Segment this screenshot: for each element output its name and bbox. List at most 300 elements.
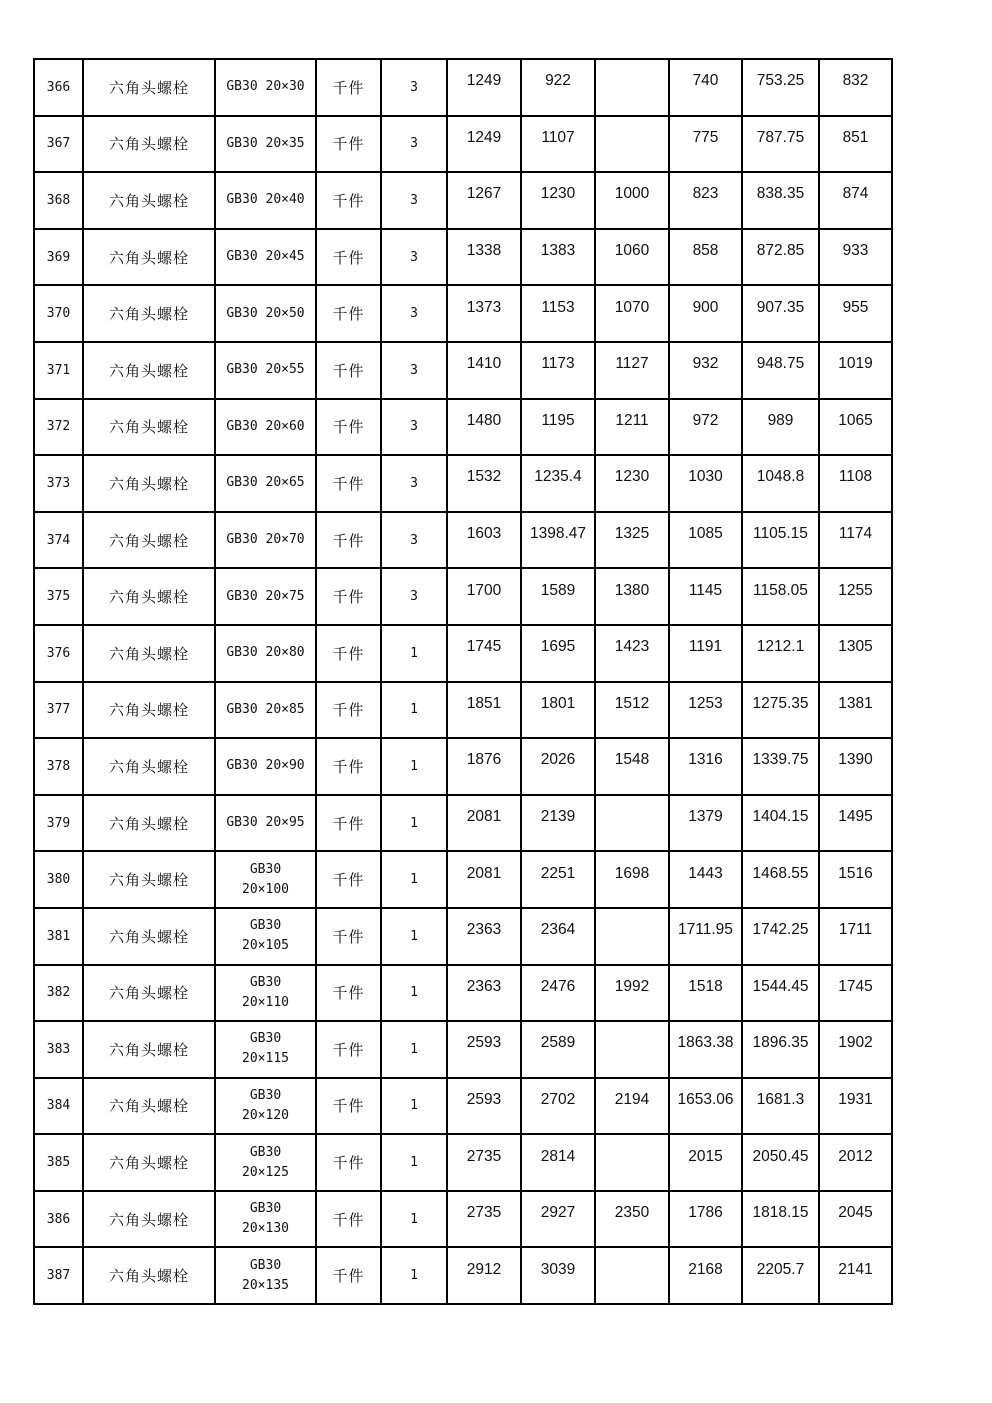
- spec-line: 20×120: [242, 1107, 289, 1123]
- value-6-text: 2045: [838, 1204, 873, 1222]
- value-3-text: 2194: [614, 1090, 650, 1108]
- value-4-cell: [669, 738, 742, 795]
- value-3-cell: [595, 455, 669, 512]
- value-6-cell: [819, 512, 892, 569]
- value-3-cell: [595, 342, 669, 399]
- value-4-text: 1443: [688, 864, 723, 882]
- value-2-cell: [521, 285, 595, 342]
- value-5-text: 1681.3: [756, 1090, 805, 1108]
- value-1-text: 2735: [466, 1147, 502, 1165]
- value-2-text: 3039: [540, 1260, 576, 1278]
- row-number-cell: 371: [34, 342, 83, 399]
- value-4-text: 1316: [688, 751, 723, 769]
- value-2-cell: [521, 1134, 595, 1191]
- item-spec-cell: [215, 738, 316, 795]
- value-1-cell: [447, 965, 521, 1022]
- value-4-text: 858: [692, 242, 719, 260]
- quantity-cell: 3: [381, 285, 447, 342]
- value-1-cell: [447, 399, 521, 456]
- table-row: [34, 172, 892, 229]
- value-1-text: 1480: [466, 411, 502, 429]
- value-2-cell: [521, 399, 595, 456]
- value-6-text: 1711: [838, 921, 873, 939]
- value-3-cell: [595, 738, 669, 795]
- value-6-text: 1174: [838, 525, 873, 543]
- value-2-text: 1589: [540, 581, 576, 599]
- value-1-cell: [447, 851, 521, 908]
- value-2-text: 1107: [541, 128, 575, 146]
- value-6-cell: [819, 229, 892, 286]
- quantity-cell: 1: [381, 795, 447, 852]
- item-name-cell: 六角头螺栓: [83, 1191, 215, 1248]
- value-2-text: 2364: [540, 921, 576, 939]
- value-1-cell: [447, 285, 521, 342]
- value-1-text: 2735: [466, 1204, 502, 1222]
- value-4-text: 1085: [688, 525, 723, 543]
- value-1-cell: [447, 1078, 521, 1135]
- value-3-cell: [595, 1134, 669, 1191]
- value-6-text: 1255: [838, 581, 873, 599]
- spec-line: GB30 20×95: [226, 815, 305, 831]
- spec-line: GB30 20×85: [226, 701, 305, 717]
- value-3-cell: [595, 795, 669, 852]
- value-4-cell: [669, 512, 742, 569]
- value-6-text: 2012: [838, 1147, 873, 1165]
- value-6-text: 874: [842, 185, 869, 203]
- value-3-cell: [595, 399, 669, 456]
- unit-cell: 千件: [316, 1078, 381, 1135]
- value-4-cell: [669, 1134, 742, 1191]
- item-spec-cell: [215, 116, 316, 173]
- value-4-cell: [669, 399, 742, 456]
- unit-cell: 千件: [316, 965, 381, 1022]
- value-1-cell: [447, 172, 521, 229]
- value-6-cell: [819, 1078, 892, 1135]
- value-6-text: 955: [842, 298, 869, 316]
- value-6-text: 933: [842, 242, 869, 260]
- unit-cell: 千件: [316, 908, 381, 965]
- value-1-text: 2363: [466, 921, 502, 939]
- value-3-cell: [595, 116, 669, 173]
- value-2-cell: [521, 172, 595, 229]
- value-5-text: 838.35: [756, 185, 805, 203]
- unit-cell: 千件: [316, 172, 381, 229]
- table-row: [34, 285, 892, 342]
- quantity-cell: 3: [381, 116, 447, 173]
- value-1-cell: [447, 738, 521, 795]
- table-row: [34, 1191, 892, 1248]
- value-3-text: 1070: [614, 298, 650, 316]
- value-4-cell: [669, 116, 742, 173]
- value-4-text: 1030: [688, 468, 723, 486]
- quantity-cell: 3: [381, 229, 447, 286]
- item-name-cell: 六角头螺栓: [83, 512, 215, 569]
- value-2-text: 1153: [541, 298, 575, 316]
- item-spec-cell: [215, 1134, 316, 1191]
- value-3-text: 1512: [614, 694, 650, 712]
- unit-cell: 千件: [316, 1134, 381, 1191]
- table-row: [34, 399, 892, 456]
- value-3-text: 1325: [614, 525, 650, 543]
- quantity-cell: 3: [381, 342, 447, 399]
- value-3-text: 1230: [614, 468, 650, 486]
- item-name-cell: 六角头螺栓: [83, 568, 215, 625]
- value-2-text: 2702: [540, 1090, 576, 1108]
- value-3-text: 1548: [614, 751, 650, 769]
- value-3-cell: [595, 851, 669, 908]
- value-1-cell: [447, 1191, 521, 1248]
- item-spec-cell: [215, 285, 316, 342]
- spec-line: GB30 20×90: [226, 758, 305, 774]
- value-1-cell: [447, 568, 521, 625]
- value-4-text: 1786: [688, 1204, 723, 1222]
- value-4-cell: [669, 1191, 742, 1248]
- spec-line: GB30: [249, 974, 282, 990]
- item-spec-cell: [215, 625, 316, 682]
- value-2-cell: [521, 229, 595, 286]
- quantity-cell: 3: [381, 172, 447, 229]
- value-5-cell: [742, 229, 819, 286]
- value-6-text: 1495: [838, 808, 873, 826]
- value-2-text: 1173: [541, 355, 575, 373]
- row-number-cell: 369: [34, 229, 83, 286]
- value-1-text: 1603: [466, 525, 502, 543]
- value-6-cell: [819, 568, 892, 625]
- value-4-text: 823: [692, 185, 719, 203]
- quantity-cell: 1: [381, 682, 447, 739]
- item-spec-cell: [215, 795, 316, 852]
- value-5-cell: [742, 116, 819, 173]
- spec-line: GB30 20×50: [226, 305, 305, 321]
- value-5-text: 1544.45: [752, 977, 809, 995]
- value-6-cell: [819, 965, 892, 1022]
- row-number-cell: 368: [34, 172, 83, 229]
- value-5-text: 1048.8: [756, 468, 805, 486]
- row-number-cell: 376: [34, 625, 83, 682]
- value-1-text: 2363: [466, 977, 502, 995]
- value-6-text: 1931: [838, 1090, 873, 1108]
- value-1-text: 1410: [466, 355, 502, 373]
- value-3-cell: [595, 965, 669, 1022]
- quantity-cell: 3: [381, 399, 447, 456]
- spec-line: GB30 20×80: [226, 645, 305, 661]
- value-4-cell: [669, 851, 742, 908]
- row-number-cell: 375: [34, 568, 83, 625]
- value-4-cell: [669, 455, 742, 512]
- value-2-cell: [521, 795, 595, 852]
- value-1-cell: [447, 512, 521, 569]
- value-4-cell: [669, 1247, 742, 1304]
- value-5-cell: [742, 285, 819, 342]
- value-2-text: 922: [545, 72, 571, 90]
- quantity-cell: 1: [381, 625, 447, 682]
- row-number-cell: 377: [34, 682, 83, 739]
- item-name-cell: 六角头螺栓: [83, 738, 215, 795]
- value-5-cell: [742, 851, 819, 908]
- unit-cell: 千件: [316, 342, 381, 399]
- value-2-cell: [521, 908, 595, 965]
- table-row: [34, 965, 892, 1022]
- value-6-cell: [819, 342, 892, 399]
- value-3-cell: [595, 229, 669, 286]
- value-1-cell: [447, 59, 521, 116]
- quantity-cell: 1: [381, 965, 447, 1022]
- value-2-text: 2251: [540, 864, 576, 882]
- value-4-cell: [669, 625, 742, 682]
- item-name-cell: 六角头螺栓: [83, 59, 215, 116]
- unit-cell: 千件: [316, 738, 381, 795]
- unit-cell: 千件: [316, 795, 381, 852]
- value-2-cell: [521, 455, 595, 512]
- value-4-cell: [669, 965, 742, 1022]
- spec-line: GB30: [249, 1201, 282, 1217]
- value-6-cell: [819, 59, 892, 116]
- value-5-text: 2205.7: [756, 1260, 805, 1278]
- row-number-cell: 385: [34, 1134, 83, 1191]
- value-6-cell: [819, 851, 892, 908]
- item-name-cell: 六角头螺栓: [83, 1078, 215, 1135]
- value-5-cell: [742, 568, 819, 625]
- item-name-cell: 六角头螺栓: [83, 908, 215, 965]
- value-4-text: 1379: [688, 808, 723, 826]
- value-1-text: 2593: [466, 1090, 502, 1108]
- row-number-cell: 382: [34, 965, 83, 1022]
- value-4-text: 1711.95: [678, 921, 733, 939]
- item-spec-cell: [215, 342, 316, 399]
- value-3-cell: [595, 172, 669, 229]
- value-1-cell: [447, 682, 521, 739]
- spec-line: GB30 20×60: [226, 418, 305, 434]
- item-name-cell: 六角头螺栓: [83, 965, 215, 1022]
- unit-cell: 千件: [316, 625, 381, 682]
- value-3-cell: [595, 682, 669, 739]
- value-5-text: 1339.75: [752, 751, 809, 769]
- value-2-text: 2476: [540, 977, 576, 995]
- value-5-text: 872.85: [756, 242, 805, 260]
- value-5-cell: [742, 399, 819, 456]
- unit-cell: 千件: [316, 399, 381, 456]
- value-5-text: 948.75: [756, 355, 805, 373]
- table-row: [34, 512, 892, 569]
- value-1-text: 1700: [466, 581, 502, 599]
- value-1-text: 2081: [466, 864, 502, 882]
- value-2-text: 1398.47: [529, 525, 587, 543]
- value-6-text: 1745: [838, 977, 873, 995]
- spec-line: GB30: [249, 1087, 282, 1103]
- value-5-cell: [742, 965, 819, 1022]
- value-6-text: 1065: [838, 411, 873, 429]
- value-4-text: 1145: [688, 581, 723, 599]
- value-5-text: 907.35: [756, 298, 805, 316]
- value-6-cell: [819, 399, 892, 456]
- row-number-cell: 381: [34, 908, 83, 965]
- value-5-text: 1818.15: [752, 1204, 809, 1222]
- value-2-cell: [521, 1191, 595, 1248]
- row-number-cell: 374: [34, 512, 83, 569]
- item-name-cell: 六角头螺栓: [83, 342, 215, 399]
- item-name-cell: 六角头螺栓: [83, 682, 215, 739]
- value-3-cell: [595, 908, 669, 965]
- value-6-cell: [819, 625, 892, 682]
- value-6-text: 1390: [838, 751, 873, 769]
- table-row: [34, 795, 892, 852]
- value-5-text: 1105.15: [753, 525, 808, 543]
- value-4-cell: [669, 342, 742, 399]
- item-spec-cell: [215, 908, 316, 965]
- value-3-cell: [595, 1191, 669, 1248]
- item-name-cell: 六角头螺栓: [83, 1134, 215, 1191]
- value-1-cell: [447, 625, 521, 682]
- table-row: [34, 342, 892, 399]
- value-3-cell: [595, 625, 669, 682]
- value-4-cell: [669, 1021, 742, 1078]
- value-5-cell: [742, 738, 819, 795]
- row-number-cell: 383: [34, 1021, 83, 1078]
- value-4-cell: [669, 682, 742, 739]
- row-number-cell: 366: [34, 59, 83, 116]
- table-row: [34, 908, 892, 965]
- value-4-text: 1653.06: [677, 1090, 734, 1108]
- value-6-text: 1902: [838, 1034, 873, 1052]
- value-3-text: 1380: [614, 581, 650, 599]
- value-1-text: 1745: [466, 638, 502, 656]
- row-number-cell: 373: [34, 455, 83, 512]
- value-5-cell: [742, 455, 819, 512]
- quantity-cell: 3: [381, 512, 447, 569]
- value-6-text: 1381: [838, 694, 873, 712]
- value-5-text: 753.25: [756, 72, 805, 90]
- value-3-cell: [595, 1021, 669, 1078]
- spec-line: GB30: [249, 1144, 282, 1160]
- value-5-cell: [742, 1247, 819, 1304]
- spec-line: GB30 20×70: [226, 532, 305, 548]
- quantity-cell: 1: [381, 908, 447, 965]
- value-5-cell: [742, 1078, 819, 1135]
- value-3-text: 1992: [614, 977, 650, 995]
- value-1-text: 2081: [466, 808, 502, 826]
- price-table: [33, 58, 893, 1305]
- value-1-text: 2593: [466, 1034, 502, 1052]
- item-name-cell: 六角头螺栓: [83, 285, 215, 342]
- item-spec-cell: [215, 1191, 316, 1248]
- value-5-cell: [742, 59, 819, 116]
- unit-cell: 千件: [316, 229, 381, 286]
- value-1-text: 1851: [466, 694, 502, 712]
- value-2-text: 2927: [540, 1204, 576, 1222]
- unit-cell: 千件: [316, 1021, 381, 1078]
- row-number-cell: 379: [34, 795, 83, 852]
- value-5-cell: [742, 172, 819, 229]
- value-6-text: 2141: [838, 1260, 873, 1278]
- value-3-cell: [595, 1078, 669, 1135]
- value-2-text: 1195: [541, 411, 575, 429]
- value-4-text: 1191: [688, 638, 723, 656]
- item-name-cell: 六角头螺栓: [83, 172, 215, 229]
- item-name-cell: 六角头螺栓: [83, 455, 215, 512]
- item-name-cell: 六角头螺栓: [83, 795, 215, 852]
- table-row: [34, 738, 892, 795]
- item-name-cell: 六角头螺栓: [83, 399, 215, 456]
- quantity-cell: 1: [381, 1078, 447, 1135]
- value-2-text: 1695: [540, 638, 576, 656]
- table-row: [34, 1021, 892, 1078]
- unit-cell: 千件: [316, 59, 381, 116]
- value-1-text: 1338: [466, 242, 502, 260]
- item-name-cell: 六角头螺栓: [83, 625, 215, 682]
- value-4-cell: [669, 59, 742, 116]
- value-1-text: 1249: [466, 128, 502, 146]
- unit-cell: 千件: [316, 512, 381, 569]
- value-3-text: 2350: [614, 1204, 650, 1222]
- value-1-cell: [447, 342, 521, 399]
- value-6-cell: [819, 172, 892, 229]
- value-4-text: 1518: [688, 977, 723, 995]
- value-6-text: 1108: [838, 468, 873, 486]
- value-2-cell: [521, 342, 595, 399]
- value-2-text: 2814: [540, 1147, 576, 1165]
- value-5-cell: [742, 342, 819, 399]
- value-5-text: 1404.15: [752, 808, 809, 826]
- value-1-text: 1249: [466, 72, 502, 90]
- value-6-cell: [819, 1021, 892, 1078]
- value-5-text: 1468.55: [752, 864, 809, 882]
- spec-line: GB30 20×30: [226, 79, 305, 95]
- value-4-text: 740: [692, 72, 719, 90]
- value-3-text: 1211: [615, 411, 649, 429]
- value-4-text: 1253: [688, 694, 723, 712]
- spec-line: GB30 20×75: [226, 588, 305, 604]
- item-spec-cell: [215, 172, 316, 229]
- quantity-cell: 1: [381, 1247, 447, 1304]
- value-5-text: 1158.05: [753, 581, 808, 599]
- unit-cell: 千件: [316, 116, 381, 173]
- table-row: [34, 682, 892, 739]
- spec-line: 20×110: [242, 994, 289, 1010]
- value-3-cell: [595, 1247, 669, 1304]
- value-4-text: 972: [692, 411, 719, 429]
- spec-line: 20×130: [242, 1221, 289, 1237]
- value-3-cell: [595, 285, 669, 342]
- spec-line: GB30 20×65: [226, 475, 305, 491]
- value-6-cell: [819, 682, 892, 739]
- value-1-cell: [447, 1021, 521, 1078]
- value-1-cell: [447, 1134, 521, 1191]
- row-number-cell: 372: [34, 399, 83, 456]
- value-1-text: 1532: [466, 468, 502, 486]
- value-5-cell: [742, 1134, 819, 1191]
- value-4-cell: [669, 908, 742, 965]
- quantity-cell: 3: [381, 568, 447, 625]
- value-2-text: 1235.4: [534, 468, 582, 486]
- item-name-cell: 六角头螺栓: [83, 116, 215, 173]
- value-5-text: 989: [767, 411, 794, 429]
- value-6-cell: [819, 455, 892, 512]
- table-row: [34, 116, 892, 173]
- item-spec-cell: [215, 682, 316, 739]
- value-1-text: 2912: [466, 1260, 502, 1278]
- spec-line: 20×125: [242, 1164, 289, 1180]
- value-6-cell: [819, 738, 892, 795]
- value-2-cell: [521, 682, 595, 739]
- unit-cell: 千件: [316, 851, 381, 908]
- value-1-cell: [447, 795, 521, 852]
- value-5-text: 2050.45: [752, 1147, 809, 1165]
- row-number-cell: 384: [34, 1078, 83, 1135]
- value-6-cell: [819, 285, 892, 342]
- spec-line: 20×135: [242, 1277, 289, 1293]
- value-1-cell: [447, 1247, 521, 1304]
- value-2-cell: [521, 59, 595, 116]
